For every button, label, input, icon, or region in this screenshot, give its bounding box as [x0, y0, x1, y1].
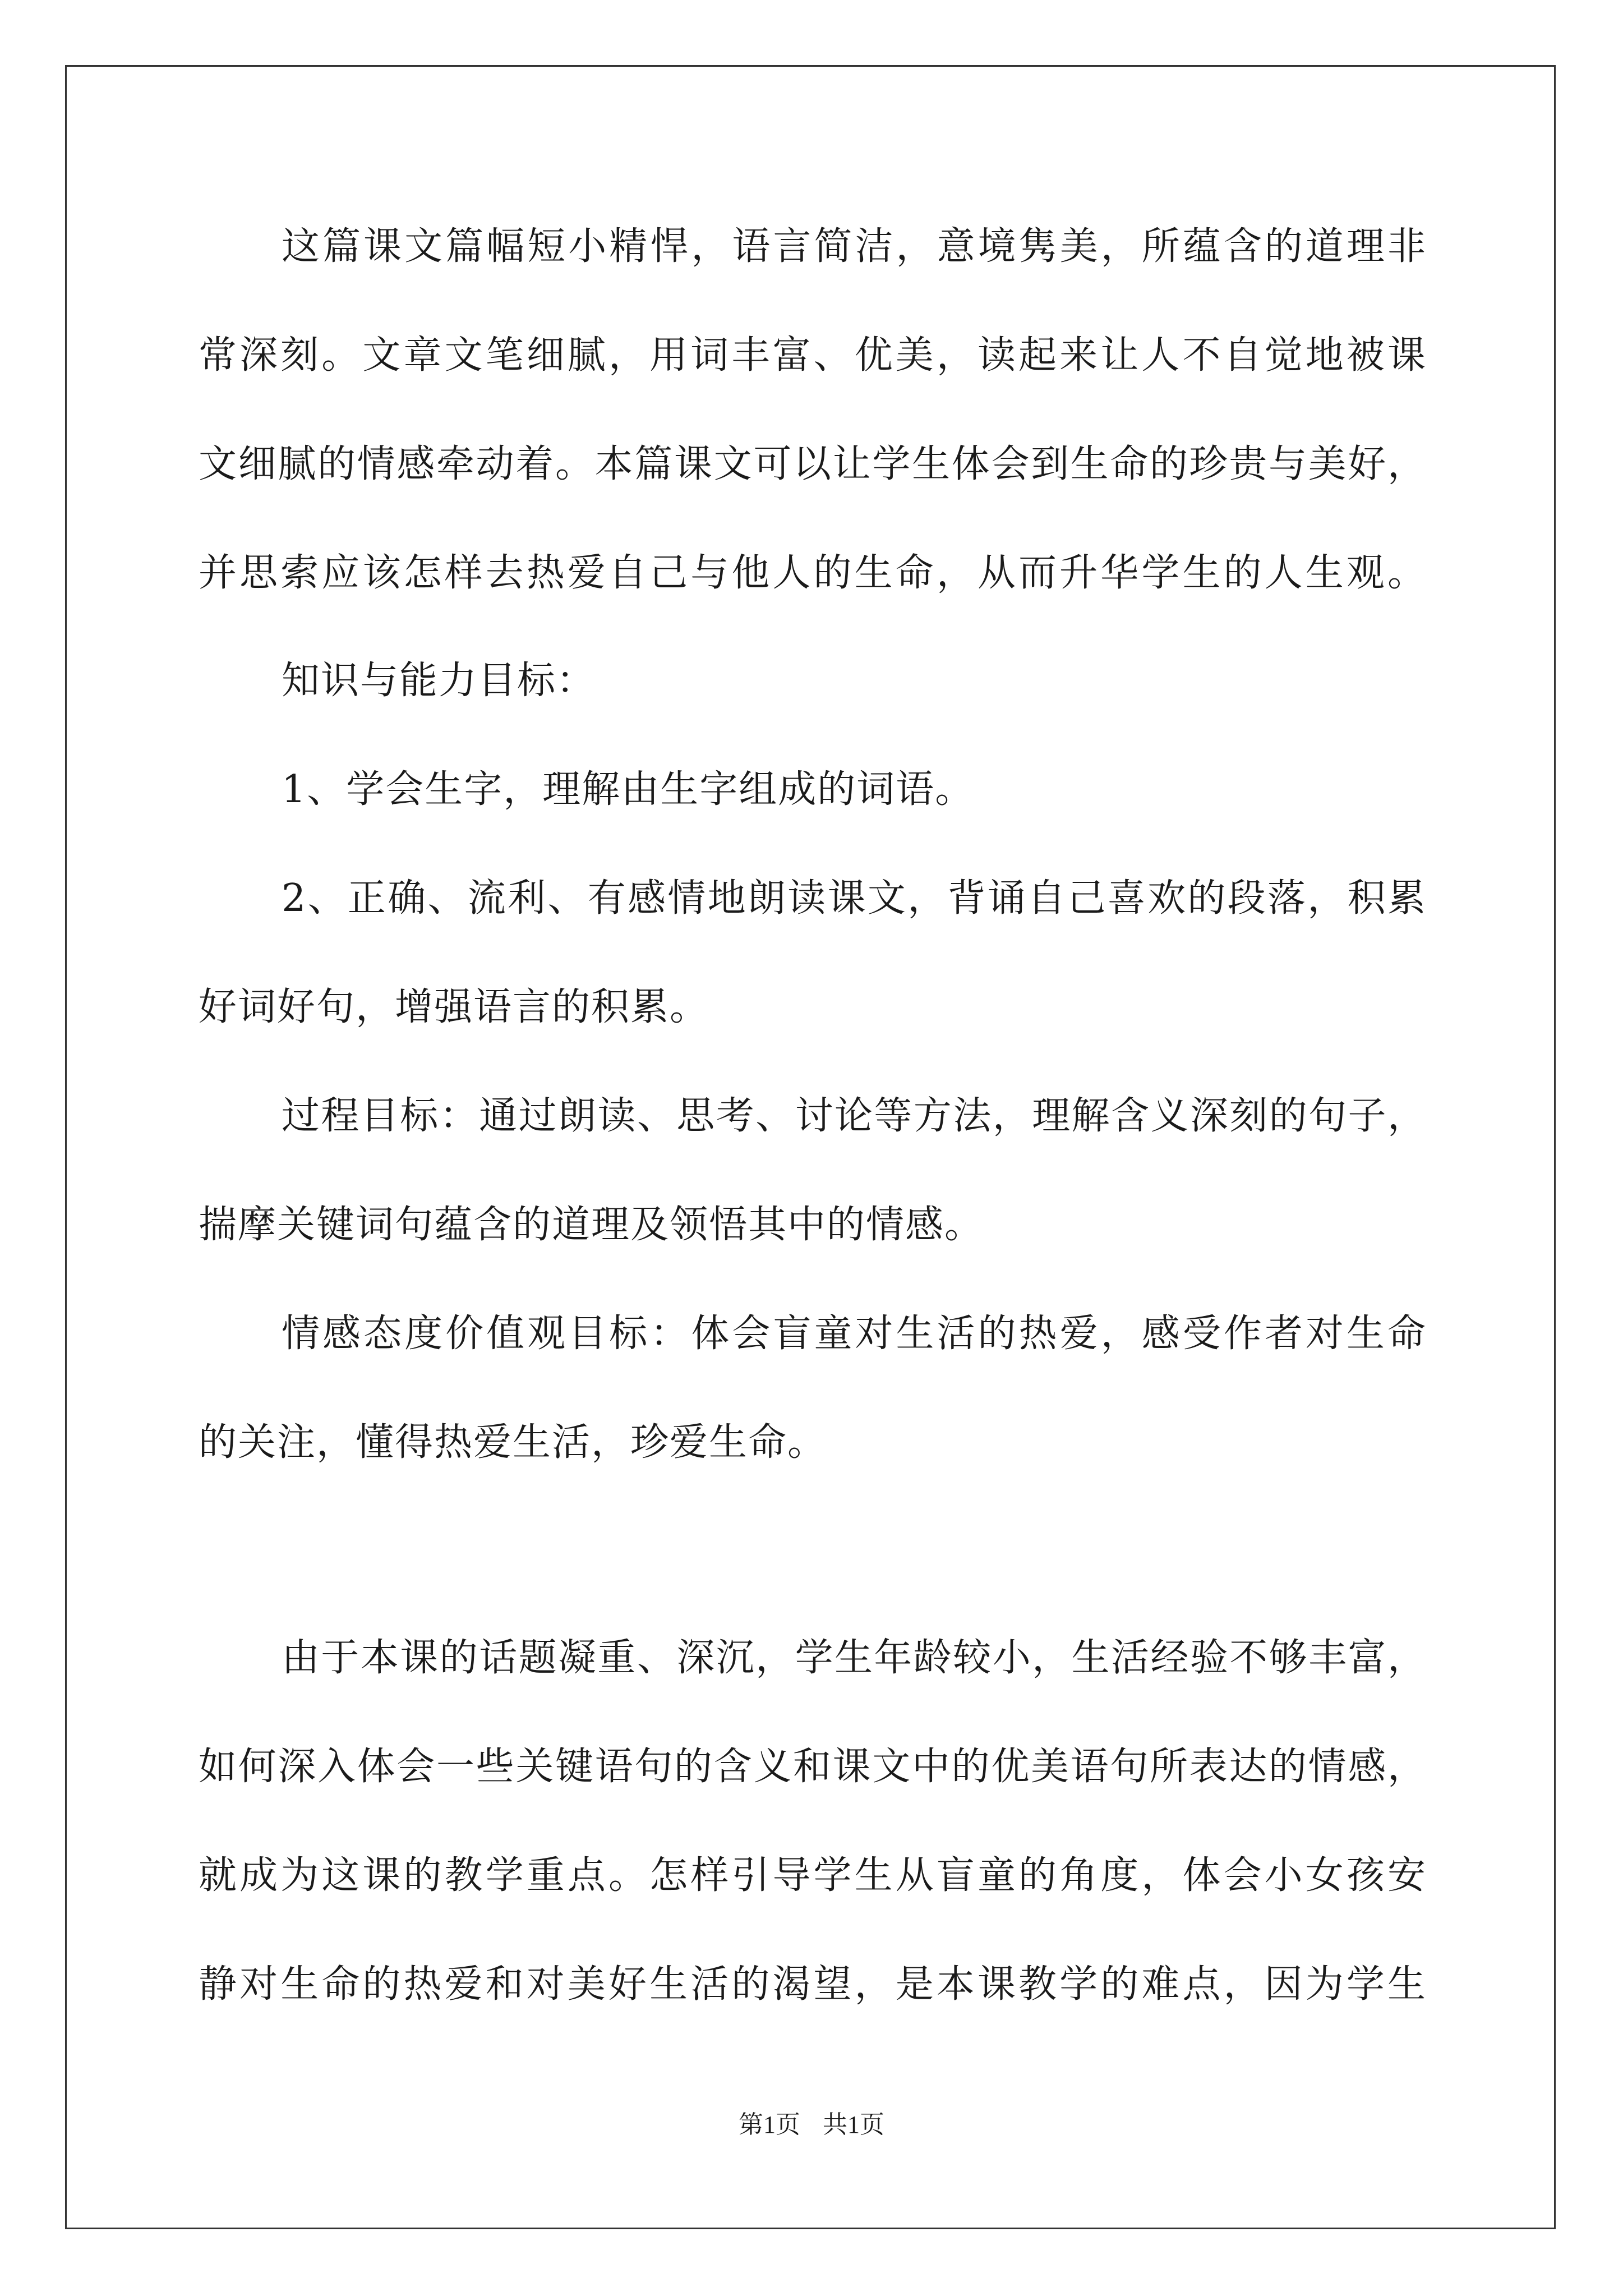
paragraph-line: 就成为这课的教学重点。怎样引导学生从盲童的角度，体会小女孩安 [199, 1853, 1427, 1898]
paragraph-line: 由于本课的话题凝重、深沉，学生年龄较小，生活经验不够丰富， [282, 1636, 1427, 1680]
paragraph-line: 这篇课文篇幅短小精悍，语言简洁，意境隽美，所蕴含的道理非 [282, 224, 1427, 269]
paragraph-line: 并思索应该怎样去热爱自己与他人的生命，从而升华学生的人生观。 [199, 551, 1427, 595]
paragraph-line: 静对生命的热爱和对美好生活的渴望，是本课教学的难点，因为学生 [199, 1962, 1427, 2007]
list-item: 2、正确、流利、有感情地朗读课文，背诵自己喜欢的段落，积累 [282, 876, 1427, 921]
list-item-continuation: 好词好句，增强语言的积累。 [199, 985, 709, 1029]
section-heading: 知识与能力目标： [282, 659, 596, 703]
list-item: 1、学会生字，理解由生字组成的词语。 [282, 767, 975, 812]
page-border [65, 65, 1556, 2229]
page-number: 第1页 [739, 2111, 800, 2138]
paragraph-line: 情感态度价值观目标：体会盲童对生活的热爱，感受作者对生命 [282, 1312, 1427, 1356]
page-footer [0, 2109, 1623, 2141]
paragraph-line: 常深刻。文章文笔细腻，用词丰富、优美，读起来让人不自觉地被课 [199, 333, 1427, 378]
paragraph-line: 的关注，懂得热爱生活，珍爱生命。 [199, 1420, 827, 1465]
page-total: 共1页 [823, 2111, 884, 2138]
paragraph-line: 过程目标：通过朗读、思考、讨论等方法，理解含义深刻的句子， [282, 1094, 1427, 1138]
paragraph-line: 文细腻的情感牵动着。本篇课文可以让学生体会到生命的珍贵与美好， [199, 442, 1427, 486]
paragraph-line: 如何深入体会一些关键语句的含义和课文中的优美语句所表达的情感， [199, 1745, 1427, 1789]
paragraph-line: 揣摩关键词句蕴含的道理及领悟其中的情感。 [199, 1203, 984, 1247]
